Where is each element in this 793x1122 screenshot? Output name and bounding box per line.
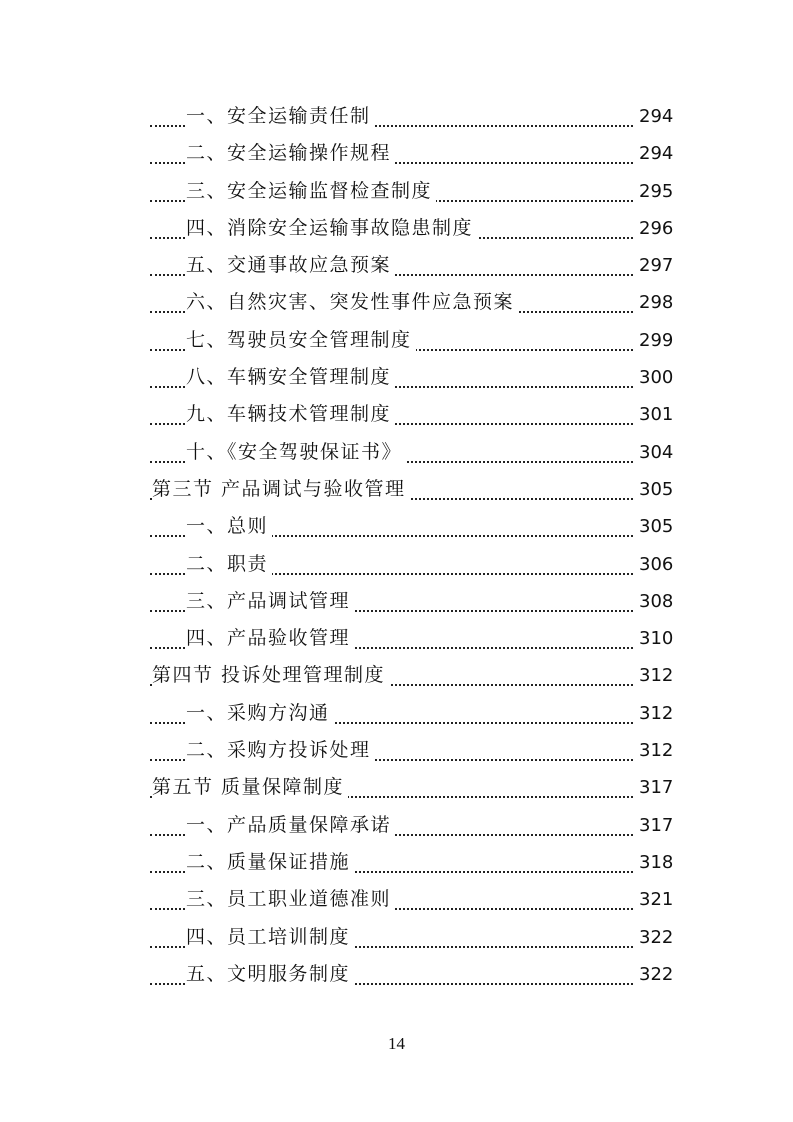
toc-entry-page: 310: [636, 626, 673, 652]
toc-entry-label: 第四节 投诉处理管理制度: [152, 662, 389, 688]
toc-entry-page: 301: [636, 402, 673, 428]
toc-entry[interactable]: [0, 322, 793, 359]
toc-entry[interactable]: [0, 732, 793, 769]
toc-entry-label: 三、安全运输监督检查制度: [186, 178, 436, 204]
toc-entry-label: 八、车辆安全管理制度: [186, 364, 395, 390]
toc-entry-page: 304: [636, 440, 673, 466]
toc-entry-page: 312: [636, 738, 673, 764]
toc-entry[interactable]: [0, 247, 793, 284]
page-number: 14: [388, 1034, 405, 1053]
toc-entry-label: 四、产品验收管理: [186, 625, 354, 651]
toc-entry-label: 六、自然灾害、突发性事件应急预案: [186, 289, 518, 315]
toc-entry-label: 一、采购方沟通: [186, 700, 334, 726]
toc-entry-page: 312: [636, 701, 673, 727]
toc-entry[interactable]: [0, 695, 793, 732]
toc-entry[interactable]: [0, 956, 793, 993]
toc-entry-label: 一、安全运输责任制: [186, 103, 375, 129]
toc-entry-label: 五、交通事故应急预案: [186, 252, 395, 278]
toc-entry-label: 二、质量保证措施: [186, 849, 354, 875]
toc-entry[interactable]: [0, 881, 793, 918]
toc-entry[interactable]: [0, 844, 793, 881]
toc-entry-label: 一、产品质量保障承诺: [186, 812, 395, 838]
toc-entry-page: 308: [636, 589, 673, 615]
toc-entry-page: 296: [636, 216, 673, 242]
toc-entry[interactable]: [0, 583, 793, 620]
toc-section-entry[interactable]: [0, 471, 793, 508]
toc-entry-page: 317: [636, 813, 673, 839]
toc-entry-label: 二、职责: [186, 551, 272, 577]
toc-entry-label: 七、驾驶员安全管理制度: [186, 327, 416, 353]
toc-entry[interactable]: [0, 359, 793, 396]
table-of-contents: [0, 98, 793, 993]
toc-entry-label: 四、消除安全运输事故隐患制度: [186, 215, 477, 241]
toc-entry[interactable]: [0, 396, 793, 433]
toc-entry-label: 第三节 产品调试与验收管理: [152, 476, 410, 502]
toc-entry-page: 321: [636, 887, 673, 913]
toc-entry-label: 三、产品调试管理: [186, 588, 354, 614]
toc-entry[interactable]: [0, 98, 793, 135]
toc-entry[interactable]: [0, 546, 793, 583]
toc-entry[interactable]: [0, 173, 793, 210]
toc-entry-label: 五、文明服务制度: [186, 961, 354, 987]
toc-entry-label: 九、车辆技术管理制度: [186, 401, 395, 427]
toc-entry[interactable]: [0, 210, 793, 247]
toc-entry[interactable]: [0, 620, 793, 657]
toc-entry-page: 305: [636, 477, 673, 503]
toc-entry[interactable]: [0, 807, 793, 844]
toc-entry-page: 294: [636, 104, 673, 130]
toc-entry[interactable]: [0, 434, 793, 471]
toc-entry-label: 四、员工培训制度: [186, 924, 354, 950]
toc-entry-page: 305: [636, 514, 673, 540]
toc-entry[interactable]: [0, 135, 793, 172]
toc-entry[interactable]: [0, 508, 793, 545]
toc-entry-label: 二、采购方投诉处理: [186, 737, 375, 763]
toc-entry[interactable]: [0, 919, 793, 956]
toc-entry-label: 二、安全运输操作规程: [186, 140, 395, 166]
toc-section-entry[interactable]: [0, 769, 793, 806]
toc-entry[interactable]: [0, 284, 793, 321]
toc-entry-label: 三、员工职业道德准则: [186, 886, 395, 912]
toc-entry-page: 294: [636, 141, 673, 167]
toc-entry-label: 一、总则: [186, 513, 272, 539]
toc-entry-page: 312: [636, 663, 673, 689]
toc-entry-page: 297: [636, 253, 673, 279]
toc-entry-label: 十、《安全驾驶保证书》: [186, 439, 406, 465]
toc-entry-page: 318: [636, 850, 673, 876]
toc-entry-page: 295: [636, 179, 673, 205]
toc-entry-page: 322: [636, 925, 673, 951]
toc-entry-page: 322: [636, 962, 673, 988]
toc-entry-label: 第五节 质量保障制度: [152, 774, 348, 800]
toc-entry-page: 300: [636, 365, 673, 391]
toc-entry-page: 298: [636, 290, 673, 316]
toc-section-entry[interactable]: [0, 657, 793, 694]
toc-entry-page: 299: [636, 328, 673, 354]
toc-entry-page: 306: [636, 552, 673, 578]
toc-entry-page: 317: [636, 775, 673, 801]
